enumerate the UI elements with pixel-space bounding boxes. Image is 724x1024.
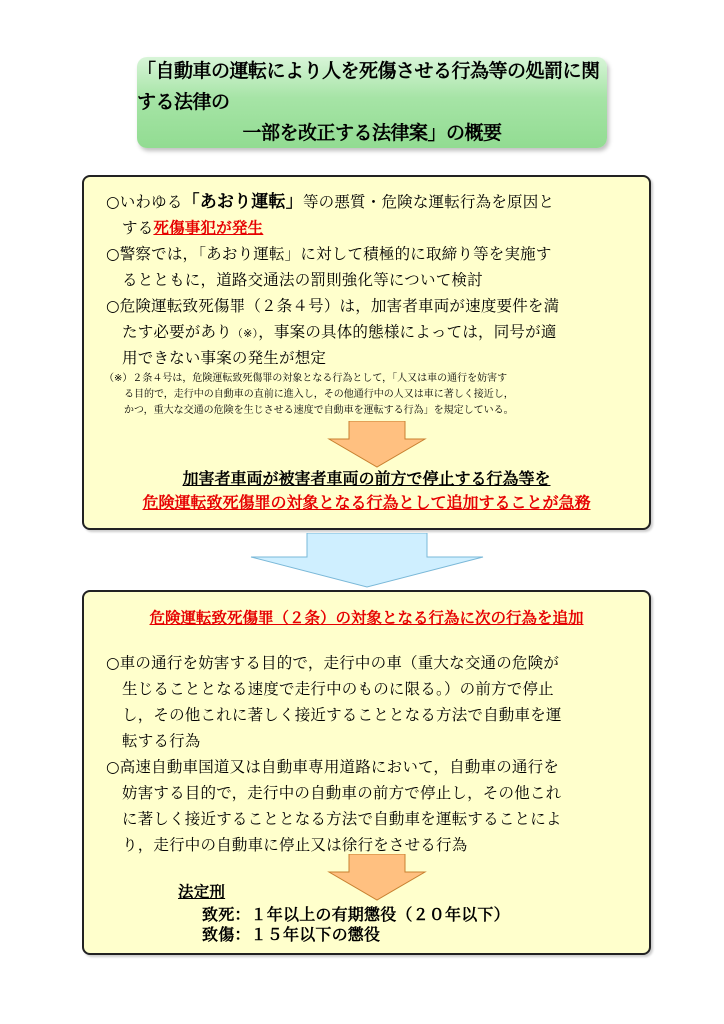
bullet-line: 生じることとなる速度で走行中のものに限る。）の前方で停止 bbox=[122, 680, 554, 698]
bullet-line: ○車の通行を妨害する目的で，走行中の車（重大な交通の危険が bbox=[106, 654, 560, 672]
penalty-injury: 致傷：１５年以下の懲役 bbox=[202, 925, 381, 944]
bullet-line: ○警察では，「あおり運転」に対して積極的に取締り等を実施す bbox=[106, 245, 552, 263]
amendment-heading: 危険運転致死傷罪（２条）の対象となる行為に次の行為を追加 bbox=[149, 609, 584, 627]
aori-term: 「あおり運転」 bbox=[182, 192, 303, 212]
bullet-line: 用できない事案の発生が想定 bbox=[122, 349, 327, 367]
footnote-line: かつ，重大な交通の危険を生じさせる速度で自動車を運転する行為」を規定している。 bbox=[124, 405, 514, 416]
highlight-text: 死傷事犯が発生 bbox=[153, 219, 264, 237]
bullet-line: るとともに，道路交通法の罰則強化等について検討 bbox=[122, 271, 483, 289]
conclusion-line-1: 加害者車両が被害者車両の前方で停止する行為等を bbox=[182, 469, 551, 488]
penalty-label: 法定刑 bbox=[178, 883, 226, 901]
bullet-line bbox=[122, 215, 263, 241]
footnote-line: る目的で，走行中の自動車の直前に進入し，その他通行中の人又は車に著しく接近し， bbox=[124, 389, 514, 400]
penalty-death: 致死：１年以上の有期懲役（２０年以下） bbox=[202, 905, 510, 924]
footnote-line: （※）２条４号は，危険運転致死傷罪の対象となる行為として，「人又は車の通行を妨害す bbox=[104, 373, 508, 384]
bullet-line: ○高速自動車国道又は自動車専用道路において，自動車の通行を bbox=[106, 758, 560, 776]
title-line-1: 「自動車の運転により人を死傷させる行為等の処罰に関する法律の bbox=[137, 60, 600, 113]
bullet-line: に著しく接近することとなる方法で自動車を運転することによ bbox=[122, 810, 562, 828]
down-arrow-icon bbox=[327, 421, 427, 469]
bullet-line: 妨害する目的で，走行中の自動車の前方で停止し，その他これ bbox=[122, 784, 562, 802]
text-segment: ，事案の具体的態様によっては，同号が適 bbox=[258, 323, 557, 341]
bullet-line bbox=[122, 319, 557, 347]
background-panel bbox=[82, 175, 651, 530]
bullet-line: し，その他これに著しく接近することとなる方法で自動車を運 bbox=[122, 706, 562, 724]
document-title bbox=[137, 57, 607, 148]
footnote-marker: （※） bbox=[231, 327, 259, 340]
down-arrow-icon bbox=[247, 533, 487, 589]
text-segment: 等の悪質・危険な運転行為を原因と bbox=[302, 193, 555, 211]
bullet-line: ○危険運転致死傷罪（２条４号）は，加害者車両が速度要件を満 bbox=[106, 297, 560, 315]
down-arrow-icon bbox=[327, 854, 427, 902]
bullet-line: り，走行中の自動車に停止又は徐行をさせる行為 bbox=[122, 836, 468, 854]
text-segment: する bbox=[122, 219, 154, 237]
amendment-panel bbox=[82, 590, 651, 955]
bullet-line: 転する行為 bbox=[122, 732, 201, 750]
conclusion-line-2: 危険運転致死傷罪の対象となる行為として追加することが急務 bbox=[142, 493, 591, 512]
title-line-2: 一部を改正する法律案」の概要 bbox=[242, 122, 502, 144]
text-segment: たす必要があり bbox=[122, 323, 232, 341]
text-segment: ○いわゆる bbox=[106, 193, 183, 211]
bullet-line bbox=[106, 189, 554, 215]
